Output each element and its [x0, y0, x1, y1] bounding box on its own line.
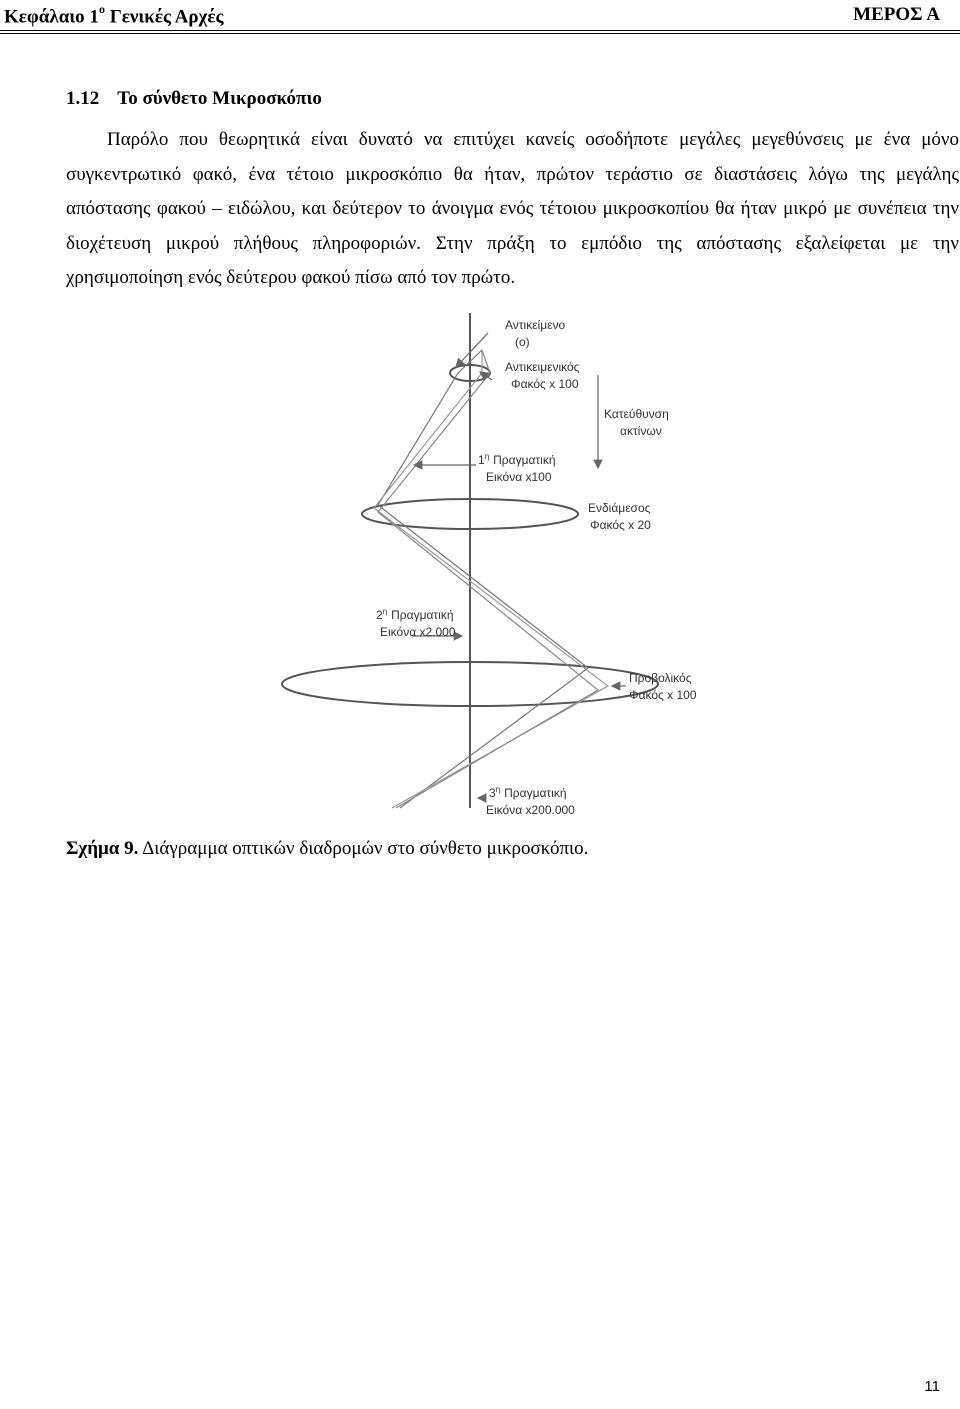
caption-label: Σχήμα 9. [66, 838, 139, 859]
image3-label-2: Εικόνα x200.000 [486, 803, 575, 817]
intermediate-label-1: Ενδιάμεσος [588, 501, 651, 515]
objective-label-2: Φακός x 100 [511, 377, 579, 391]
projection-label-2: Φακός x 100 [629, 688, 697, 702]
header-rule [0, 30, 960, 34]
section-title-text: Το σύνθετο Μικροσκόπιο [117, 88, 322, 109]
optical-path-diagram [0, 300, 960, 825]
direction-label-1: Κατεύθυνση [604, 407, 669, 421]
image2-label-1: $2^\eta$ Πραγματική [376, 607, 454, 622]
ray-path-a [378, 350, 588, 808]
objective-label-1: Αντικειμενικός [505, 360, 580, 374]
image1-label-1: $1^\eta$ Πραγματική [478, 452, 556, 467]
section-title [66, 88, 322, 110]
page-header [0, 0, 960, 32]
section-number: 1.12 [66, 88, 100, 109]
image2-label-2: Εικόνα x2.000 [380, 625, 456, 639]
intermediate-label-2: Φακός x 20 [590, 518, 651, 532]
part-heading: ΜΕΡΟΣ Α [853, 4, 940, 25]
projection-label-1: Προβολικός [629, 671, 692, 685]
object-label-2: (ο) [515, 335, 530, 349]
chapter-heading: Κεφάλαιο $1^o$ Γενικές Αρχές [4, 2, 224, 28]
caption-text: Διάγραμμα οπτικών διαδρομών στο σύνθετο μικροσκόπιο. [142, 838, 589, 859]
object-label-1: Αντικείμενο [505, 318, 566, 332]
image1-label-2: Εικόνα x100 [486, 470, 552, 484]
ray-path-b [374, 350, 608, 808]
object-arrow [456, 333, 488, 367]
body-paragraph: Παρόλο που θεωρητικά είναι δυνατό να επιτύχει κανείς οσοδήποτε μεγάλες μεγεθύνσεις με ένα μόνο συγκεντρωτικό φακό, ένα τέτοιο μικροσκόπιο θα ήταν, πρώτον τεράστιο σε διαστάσεις λόγω της μεγάλης απόστασης φακού – ειδώλου, και δεύτερον το άνοιγμα ενός τέτοιου μικροσκοπίου θα ήταν μικρό με συνέπεια την διοχέτευση μικρού πλήθους πληροφοριών. Στην πράξη το εμπόδιο της απόστασης εξαλείφεται με την χρησιμοποίηση ενός δεύτερου φακού πίσω από τον πρώτο. [66, 129, 959, 288]
page-number: 11 [924, 1378, 940, 1395]
direction-label-2: ακτίνων [620, 424, 662, 438]
image3-label-1: $3^\eta$ Πραγματική [489, 785, 567, 800]
ray-path-c [378, 350, 598, 808]
figure-caption [66, 838, 588, 860]
